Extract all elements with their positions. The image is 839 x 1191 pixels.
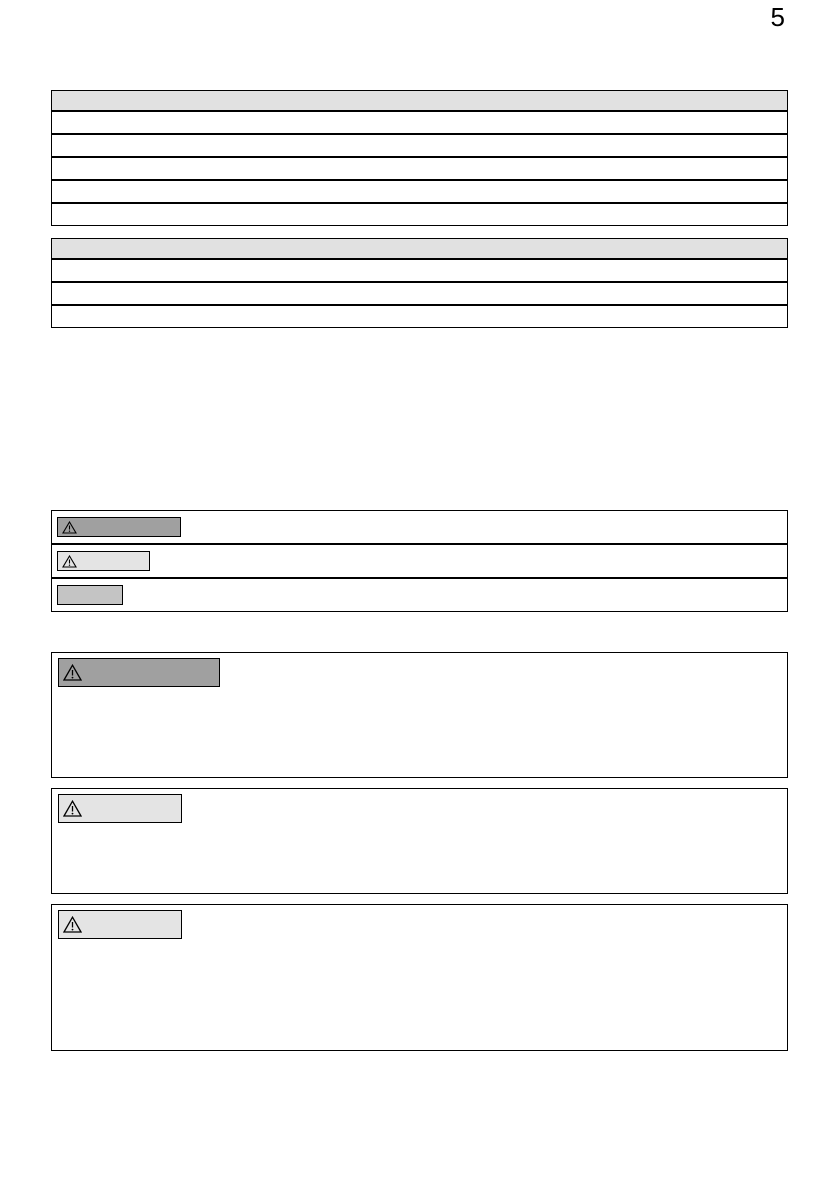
legend-row-danger [52, 511, 787, 545]
table-1-header [52, 91, 787, 112]
caution-box [51, 904, 788, 1051]
table-2 [51, 238, 788, 328]
warning-triangle-icon [63, 800, 82, 817]
table-row [52, 204, 787, 225]
signal-word-legend [51, 510, 788, 612]
table-row [52, 260, 787, 283]
notice-label [57, 585, 123, 605]
table-row [52, 135, 787, 158]
table-1 [51, 90, 788, 226]
danger-label [57, 517, 181, 537]
page-number: 5 [770, 2, 785, 32]
table-row [52, 181, 787, 204]
warning-triangle-icon [62, 521, 77, 534]
table-2-header [52, 239, 787, 260]
warning-label [58, 794, 182, 823]
warning-triangle-icon [62, 555, 77, 568]
danger-label [58, 658, 220, 687]
table-row [52, 283, 787, 306]
table-row [52, 306, 787, 327]
table-row [52, 112, 787, 135]
table-row [52, 158, 787, 181]
warning-triangle-icon [63, 664, 82, 681]
legend-row-notice [52, 579, 787, 611]
danger-box [51, 652, 788, 778]
warning-triangle-icon [63, 916, 82, 933]
warning-label [58, 910, 182, 939]
legend-row-warning [52, 545, 787, 579]
warning-box [51, 788, 788, 894]
warning-label [57, 551, 150, 571]
